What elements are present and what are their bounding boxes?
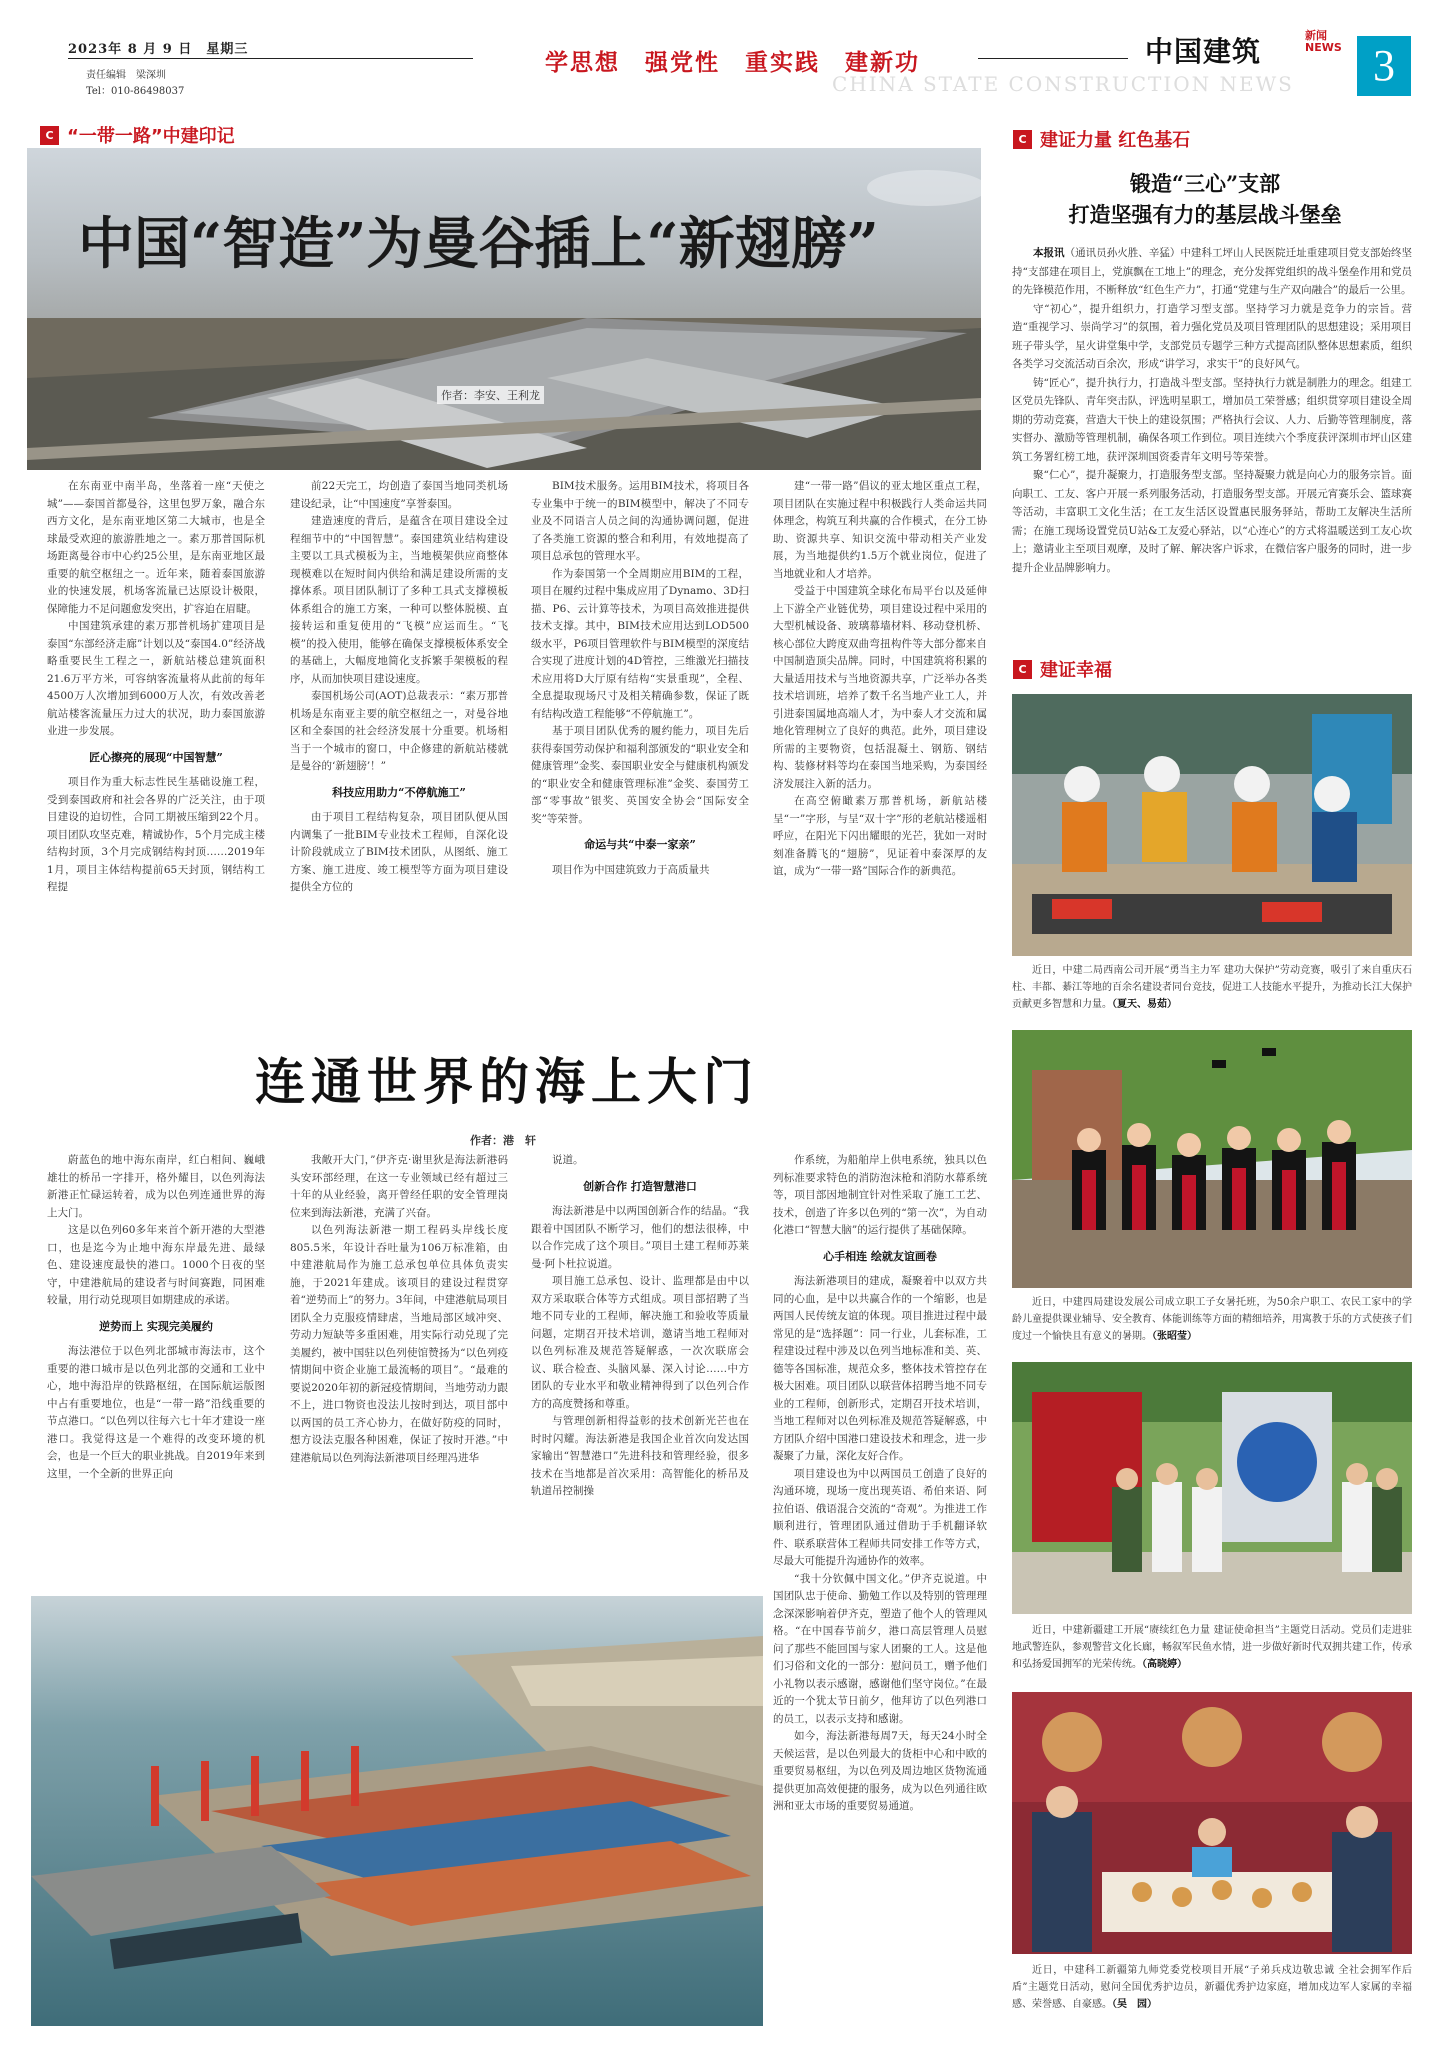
article1-column-2 [290,478,508,970]
paragraph: 项目作为重大标志性民生基础设施工程，受到泰国政府和社会各界的广泛关注，由于项目建设的迫切性，合同工期被压缩到22个月。项目团队攻坚克难，精诚协作，5个月完成主楼结构封顶，3个月完成钢结构封顶……2019年1月，项目主体结构提前65天封顶，钢结构工程提 [47,776,265,893]
paragraph: 如今，海法新港每周7天，每天24小时全天候运营，是以色列最大的货柜中心和中欧的重要贸易枢纽，为以色列及周边地区货物流通提供更加高效便捷的服务，成为以色列通往欧洲和亚太市场的重要贸易通道。 [773,1730,987,1812]
army-visit-photo [1012,1362,1412,1614]
paragraph: BIM技术服务。运用BIM技术，将项目各专业集中于统一的BIM模型中，解决了不同专业及不同语言人员之间的沟通协调问题，促进了各类施工资源的整合和利用，有效地提高了项目总承包的管理水平。 [531,480,749,562]
paragraph: 项目施工总承包、设计、监理都是由中以双方采取联合体等方式组成。项目部招聘了当地不同专业的工程师，解决施工和验收等质量问题，定期召开技术培训，邀请当地工程师对以色列标准及规范答疑解惑，一次次联席会议、联合检查、头脑风暴、深入讨论……中方团队的专业水平和敬业精神得到了以色列合作方的高度赞扬和尊重。 [531,1275,749,1410]
paragraph-text: （通讯员孙火胜、辛猛）中建科工坪山人民医院迁址重建项目党支部始终坚持“支部建在项目上，党旗飘在工地上”的理念，充分发挥党组织的战斗堡垒作用和党员的先锋模范作用，不断释放“红色生产力”，打通“党建与生产双向融合”的最后一公里。 [1012,247,1412,296]
article2-column-1 [47,1152,265,1592]
section-tag-icon: C [40,126,59,145]
paragraph: 海法新港是中以两国创新合作的结晶。“我跟着中国团队不断学习，他们的想法很棒，中以合作完成了这个项目。”项目土建工程师苏莱曼·阿卜杜拉说道。 [531,1205,749,1270]
header-slogan: 学思想 强党性 重实践 建新功 [545,49,920,76]
photo4-caption [1012,1962,1412,2013]
children-summer-class-photo [1012,1030,1412,1288]
paragraph: “我十分钦佩中国文化。”伊齐克说道。中国团队忠于使命、勤勉工作以及特别的管理理念深深影响着伊齐克，塑造了他个人的管理风格。“在中国春节前夕，港口高层管理人员慰问了那些不能回国与家人团聚的工人。这是他们习俗和文化的一部分：慰问员工，赠予他们小礼物以表示感谢，感谢他们坚守岗位。”在最近的一个犹太节日前夕，他拜访了以色列港口的员工，以表示支持和感谢。 [773,1572,987,1725]
family-visit-photo [1012,1692,1412,1954]
article2-column-2 [290,1152,508,1592]
section-label: 建证力量 红色基石 [1040,130,1191,151]
article1-title: 中国“智造”为曼谷插上“新翅膀” [78,211,879,277]
article2-title: 连通世界的海上大门 [255,1052,759,1111]
subheading: 心手相连 绘就友谊画卷 [823,1249,937,1263]
article1-column-3 [531,478,749,970]
paragraph: 以色列海法新港一期工程码头岸线长度805.5米，年设计吞吐量为106万标准箱，由中建港航局作为施工总承包单位具体负责实施，于2021年建成。该项目的建设过程贯穿着“逆势而上”的努力。3年间，中建港航局项目团队全力克服疫情肆虐，当地局部区域冲突、劳动力短缺等多重困难，用实际行动兑现了完美履约，被中国驻以色列使馆赞扬为“以色列疫情期间中资企业施工最流畅的项目”。“最难的要说2020年初的新冠疫情期间，当地劳动力跟不上，进口物资也没法儿按时到达，项目部中以两国的员工齐心协力，在做好防疫的同时，想方设法克服各种困难，保证了按时开港。”中建港航局以色列海法新港项目经理冯进华 [290,1224,508,1464]
paper-logo-sub [1305,30,1342,54]
section-red-foundation [1013,126,1190,152]
paragraph: 项目作为中国建筑致力于高质量共 [552,863,710,876]
article2-column-4 [773,1152,987,2042]
paragraph-text: 聚“仁心”，提升凝聚力，打造服务型支部。坚持凝聚力就是向心力的服务宗旨。面向职工、工友、客户开展一系列服务活动，打造服务型支部。开展元宵赛乐会、篮球赛等活动，丰富职工文化生活；在工友生活区设置惠民服务驿站，帮助工友解决生活所需；在施工现场设置党员U站&工友爱心驿站，以“心连心”的方式将温暖送到工友心坎上；邀请业主至项目观摩，及时了解、解决客户诉求，在微信客户服务的同时，进一步提升企业品牌影响力。 [1012,469,1412,574]
paragraph-text: 守“初心”，提升组织力，打造学习型支部。坚持学习力就是竞争力的宗旨。营造“重视学习、崇尚学习”的氛围，着力强化党员及项目管理团队的思想建设；采用项目班子带头学，星火讲堂集中学，支部党员专题学三种方式提高团队整体思想素质，组织各类学习交流活动百余次，形成“讲学习，求实干”的良好风气。 [1012,302,1412,370]
paragraph: 泰国机场公司(AOT)总裁表示：“素万那普机场是东南亚主要的航空枢纽之一，对曼谷地区和全泰国的社会经济发展十分重要。机场相当于一个城市的窗口，中企修建的新航站楼就是曼谷的‘新翅膀’！” [290,690,508,772]
right-article-title-line1: 锻造“三心”支部 [1129,171,1281,196]
paragraph: 作系统，为船舶岸上供电系统，独具以色列标准要求特色的消防泡沫枪和消防水幕系统等，项目部因地制宜针对性采取了施工工艺、技术，创造了许多以色列的“第一次”，为自动化港口“智慧大脑”的运行提供了基础保障。 [773,1154,987,1236]
paragraph: 基于项目团队优秀的履约能力，项目先后获得泰国劳动保护和福利部颁发的“职业安全和健康管理”金奖、泰国职业安全与健康机构颁发的“职业安全和健康管理标准”金奖、泰国劳工部“零事故”银奖、英国安全协会“国际安全奖”等荣誉。 [531,725,749,825]
section-belt-road [40,122,235,148]
paragraph: 与管理创新相得益彰的技术创新光芒也在时时闪耀。海法新港是我国企业首次向发达国家输出“智慧港口”先进科技和管理经验，很多技术在当地都是首次采用：高智能化的桥吊及轨道吊控制操 [531,1415,749,1497]
paper-logo-sub-2: NEWS [1305,41,1342,54]
paragraph: 中国建筑承建的素万那普机场扩建项目是泰国“东部经济走廊”计划以及“泰国4.0”经济战略重要民生工程之一，新航站楼总建筑面积21.6万平方米，可容纳客流量将从此前的每年4500万人次增加到6000万人次，有效改善老航站楼客流量压力过大的状况，助力泰国旅游业进一步发展。 [47,620,265,737]
workers-competition-photo [1012,694,1412,956]
paragraph-text: 铸“匠心”，提升执行力，打造战斗型支部。坚持执行力就是制胜力的理念。组建工区党员先锋队、青年突击队，评选明星职工，增加员工荣誉感；组织贯穿项目建设全周期的劳动竞赛，营造大干快上的建设氛围；严格执行会议、人力、后勤等管理制度，落实督办、激励等管理机制，确保各项工作到位。项目连续六个季度获评深圳市坪山区建筑工务署红榜工地，获评深圳国资委青年文明号等荣誉。 [1012,376,1412,463]
dateline: 本报讯 [1033,247,1065,259]
photo1-caption-text: 近日，中建二局西南公司开展“勇当主力军 建功大保护”劳动竞赛，吸引了来自重庆石柱、丰都、綦江等地的百余名建设者同台竞技，促进工人技能水平提升，为推动长江大保护贡献更多智慧和力量。 [1012,965,1412,1010]
editor-tel: Tel：010-86498037 [86,86,185,97]
issue-date: 2023年 8 月 9 日 星期三 [68,42,249,57]
photo3-caption [1012,1622,1412,1673]
subheading: 命运与共“中泰一家亲” [584,838,696,851]
paragraph: 海法新港项目的建成，凝聚着中以双方共同的心血，是中以共赢合作的一个缩影，也是两国人民传统友谊的体现。项目推进过程中最常见的是“选择题”：同一行业，儿套标准，工程建设过程中涉及以色列当地标准和美、英、德等各国标准，规范众多，整体技术管控存在极大困难。项目团队以联营体招聘当地不同专业的工程师，创新形式，定期召开技术培训，当地工程师对以色列标准及规范答疑解惑，中方团队介绍中国港口建设技术和理念，进一步凝聚了力量，深化友好合作。 [773,1275,987,1462]
photo1-caption [1012,962,1412,1013]
paragraph: 在高空俯瞰素万那普机场，新航站楼呈“一”字形，与呈“双十字”形的老航站楼遥相呼应，在阳光下闪出耀眼的光芒，犹如一对时刻准备腾飞的“翅膀”，见证着中泰深厚的友谊，成为“一带一路”国际合作的新典范。 [773,795,987,877]
photo2-credit: （张昭莹） [1152,1331,1197,1342]
editor-credit: 责任编辑 梁深圳 [86,70,166,81]
right-article-body [1012,244,1412,638]
paragraph: 建造速度的背后，是蕴含在项目建设全过程细节中的“中国智慧”。泰国建筑业结构建设主要以工具式模板为主，当地模架供应商整体现模难以在短时间内供给和满足建设所需的支撑体系。项目团队制订了多种工具式支撑模板体系组合的施工方案，一种可以整体脱模、直接转运和重复使用的“飞模”应运而生。“飞模”的投入使用，能够在确保支撑模板体系安全的基础上，大幅度地简化支拆繁手架模板的程序，从而加快项目建设速度。 [290,515,508,685]
paragraph: 我敞开大门，”伊齐克·谢里狄是海法新港码头安环部经理，在这一专业领域已经有超过三十年的从业经验，离开曾经任职的安全管理岗位来到海法新港，充满了兴奋。 [290,1154,508,1219]
port-aerial-photo [31,1596,763,2026]
photo4-credit: （吴 园） [1112,1999,1157,2010]
paragraph: 这是以色列60多年来首个新开港的大型港口，也是迄今为止地中海东岸最先进、最绿色、建设速度最快的港口。1000个日夜的坚守，中建港航局的建设者与时间赛跑，同困难较量，用行动兑现项目如期建成的承诺。 [47,1224,265,1306]
article1-column-1 [47,478,265,970]
subheading: 匠心擦亮的展现“中国智慧” [89,750,223,764]
paragraph: 海法港位于以色列北部城市海法市，这个重要的港口城市是以色列北部的交通和工业中心，地中海沿岸的铁路枢纽，在国际航运版图中占有重要地位，也是“一带一路”沿线重要的节点港口。“以色列以往每六七十年才建设一座港口。我觉得这是一个难得的改变环境的机会，也是一个巨大的职业挑战。自2019年来到这里，一个全新的世界正向 [47,1345,265,1480]
paragraph: 由于项目工程结构复杂，项目团队便从国内调集了一批BIM专业技术工程师，自深化设计阶段就成立了BIM技术团队，从图纸、施工方案、施工进度、竣工模型等方面为项目建设提供全方位的 [290,811,508,893]
paragraph [1012,374,1412,467]
paper-name: 中国建筑 [1145,35,1262,68]
paragraph [1012,466,1412,577]
header-rule-right [978,58,1128,59]
article2-column-3 [531,1152,749,1592]
paragraph [1012,244,1412,300]
paragraph: 在东南亚中南半岛，坐落着一座“天使之城”——泰国首都曼谷，这里包罗万象，融合东西方文化，是东南亚地区第二大城市，也是全球最受欢迎的旅游胜地之一。素万那普国际机场距离曼谷市中心约25公里，是东南亚地区最重要的航空枢纽之一。近年来，随着泰国旅游业的快速发展，机场客流量已达原设计极限，保障能力不足问题愈发突出，扩容迫在眉睫。 [47,480,265,615]
section-label: 建证幸福 [1040,660,1112,681]
section-happiness [1013,656,1112,682]
paragraph: 受益于中国建筑全球化布局平台以及延伸上下游全产业链优势，项目建设过程中采用的大型机械设备、玻璃幕墙材料、移动登机桥、核心部位大跨度双曲弯扭构件等大部分都来自中国制造顶尖品牌。同时，中国建筑将积累的大量适用技术与当地资源共享，广泛举办各类技术培训班，培养了数千名当地产业工人，并引进泰国属地高端人才，为中泰人才交流和属地化管理树立了良好的典范。此外，项目建设所需的主要物资，包括混凝土、钢筋、钢结构、装修材料等均在泰国当地采购，为泰国经济发展注入新的活力。 [773,585,987,790]
paper-english-name: CHINA STATE CONSTRUCTION NEWS [832,72,1294,96]
section-tag-icon: C [1013,660,1032,679]
photo4-caption-text: 近日，中建科工新疆第九师党委党校项目开展“子弟兵戍边敬忠诚 全社会拥军作后盾”主题党日活动，慰问全国优秀护边员，新疆优秀护边家庭，增加戍边军人家属的幸福感、荣誉感、自豪感。 [1012,1965,1412,2010]
article1-column-4 [773,478,987,970]
airport-aerial-photo [27,148,981,470]
paper-logo-sub-1: 新闻 [1305,29,1327,42]
paragraph: 说道。 [552,1154,584,1166]
section-tag-icon: C [1013,130,1032,149]
right-article-title [1000,168,1410,230]
photo2-caption-text: 近日，中建四局建设发展公司成立职工子女暑托班，为50余户职工、农民工家中的学龄儿童提供课业辅导、安全教育、体能训练等方面的精细培养，用寓教于乐的方式使孩子们度过一个愉快且有意义的暑期。 [1012,1297,1412,1342]
photo2-caption [1012,1294,1412,1345]
paragraph: 建“一带一路”倡议的亚太地区重点工程，项目团队在实施过程中积极践行人类命运共同体理念，构筑互利共赢的合作模式，在分工协助、资源共享、知识交流中带动相关产业发展，为当地提供约1.5万个就业岗位，促进了当地就业和人才培养。 [773,480,987,580]
right-article-title-line2: 打造坚强有力的基层战斗堡垒 [1068,202,1342,227]
subheading: 科技应用助力“不停航施工” [332,785,466,799]
subheading: 逆势而上 实现完美履约 [99,1319,213,1333]
photo3-caption-text: 近日，中建新疆建工开展“赓续红色力量 建证使命担当”主题党日活动。党员们走进驻地武警连队，参观警营文化长廊，畅叙军民鱼水情，进一步做好新时代双拥共建工作，传承和弘扬爱国拥军的光荣传统。 [1012,1625,1412,1670]
article1-author: 作者：李安、王利龙 [437,386,544,404]
photo1-credit: （夏天、易茹） [1112,999,1177,1010]
subheading: 创新合作 打造智慧港口 [583,1179,697,1193]
page-number-box: 3 [1357,36,1411,96]
paragraph [1012,300,1412,374]
header-rule-left [68,58,473,59]
section-label: “一带一路”中建印记 [67,126,235,147]
article2-author: 作者：港 轩 [470,1134,536,1147]
paragraph: 作为泰国第一个全周期应用BIM的工程，项目在履约过程中集成应用了Dynamo、3D扫描、P6、云计算等技术，为项目高效推进提供技术支撑。其中，BIM技术应用达到LOD500级水平，P6项目管理软件与BIM模型的深度结合实现了进度计划的4D管控，三维激光扫描技术应用将D大厅原有结构“实景重现”，全程、全息提取现场尺寸及相关精确参数，保证了既有结构改造工程能够“不停航施工”。 [531,567,749,720]
paragraph: 前22天完工，均创造了泰国当地同类机场建设纪录，让“中国速度”享誉泰国。 [290,480,508,510]
photo3-credit: （高晓婷） [1142,1659,1187,1670]
paragraph: 蔚蓝色的地中海东南岸，红白相间、巍峨雄壮的桥吊一字排开，格外耀目，以色列海法新港正忙碌运转着，成为以色列连通世界的海上大门。 [47,1154,265,1219]
paragraph: 项目建设也为中以两国员工创造了良好的沟通环境，现场一度出现英语、希伯来语、阿拉伯语、俄语混合交流的“奇观”。为推进工作顺利进行，管理团队通过借助于手机翻译软件、联系联营体工程师共同安排工作等方式，尽最大可能提升沟通协作的效率。 [773,1467,987,1567]
